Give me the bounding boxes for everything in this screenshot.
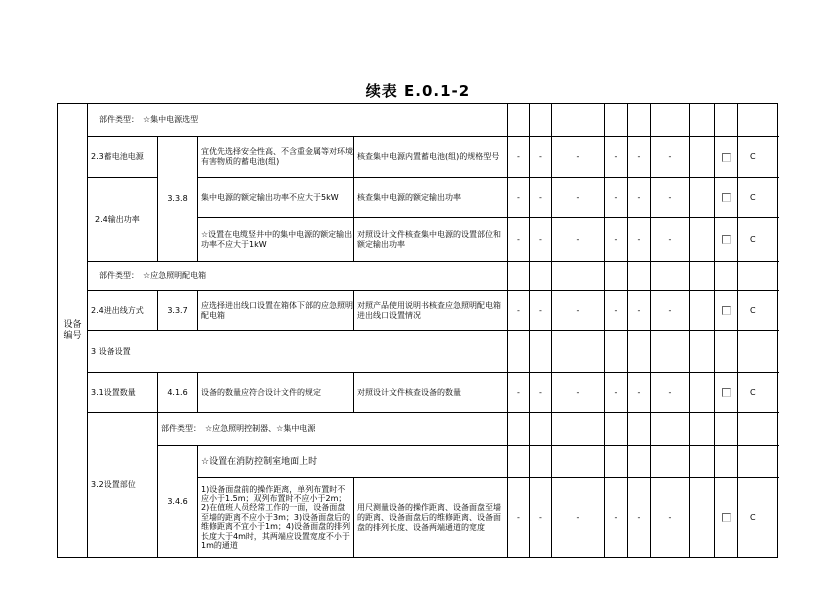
empty-cell [689, 412, 714, 445]
dash-cell: - [627, 477, 650, 557]
requirement-cell: 集中电源的额定输出功率不应大于5kW [197, 177, 353, 217]
checkbox-icon[interactable] [722, 306, 731, 315]
dash-cell: - [627, 372, 650, 412]
inspection-table [57, 103, 778, 558]
section-header: 部件类型： ☆集中电源选型 [87, 104, 507, 136]
empty-cell [507, 445, 529, 477]
dash-cell: - [551, 372, 604, 412]
empty-cell [507, 330, 529, 372]
requirement-cell: ☆设置在消防控制室地面上时 [197, 445, 507, 477]
dash-cell: - [551, 217, 604, 261]
check-method-cell: 对照设计文件核查设备的数量 [353, 372, 507, 412]
check-method-cell: 用尺测量设备的操作距离、设备面盘至墙的距离、设备面盘后的维修距离、设备面盘的排列长度、设备两端通道的宽度 [353, 477, 507, 557]
checkbox[interactable] [714, 136, 737, 177]
empty-cell [737, 412, 779, 445]
checkbox[interactable] [714, 290, 737, 330]
empty-cell [604, 104, 627, 136]
result-code: C [737, 136, 779, 177]
equipment-number-header [58, 104, 87, 557]
empty-cell [714, 445, 737, 477]
result-code: C [737, 477, 779, 557]
result-code: C [737, 372, 779, 412]
empty-cell [650, 261, 689, 290]
empty-cell [627, 412, 650, 445]
empty-cell [689, 136, 714, 177]
empty-cell [689, 261, 714, 290]
empty-cell [714, 412, 737, 445]
equipment-number-label: 设备编号 [63, 319, 82, 341]
dash-cell: - [507, 290, 529, 330]
dash-cell: - [551, 177, 604, 217]
empty-cell [714, 104, 737, 136]
empty-cell [689, 445, 714, 477]
checkbox[interactable] [714, 372, 737, 412]
empty-cell [551, 330, 604, 372]
empty-cell [551, 445, 604, 477]
requirement-cell: 应选择进出线口设置在箱体下部的应急照明配电箱 [197, 290, 353, 330]
empty-cell [689, 177, 714, 217]
requirement-cell: 宜优先选择安全性高、不含重金属等对环境有害物质的蓄电池(组) [197, 136, 353, 177]
empty-cell [604, 330, 627, 372]
empty-cell [689, 477, 714, 557]
empty-cell [551, 412, 604, 445]
dash-cell: - [507, 136, 529, 177]
empty-cell [627, 330, 650, 372]
dash-cell: - [650, 217, 689, 261]
empty-cell [737, 445, 779, 477]
empty-cell [529, 330, 551, 372]
dash-cell: - [627, 217, 650, 261]
result-code: C [737, 177, 779, 217]
empty-cell [529, 412, 551, 445]
empty-cell [689, 217, 714, 261]
item-cell: 2.3蓄电池电源 [87, 136, 157, 177]
checkbox[interactable] [714, 177, 737, 217]
item-cell: 2.4输出功率 [87, 177, 157, 261]
dash-cell: - [627, 177, 650, 217]
checkbox[interactable] [714, 477, 737, 557]
empty-cell [737, 104, 779, 136]
clause-cell: 4.1.6 [157, 372, 197, 412]
dash-cell: - [529, 217, 551, 261]
requirement-cell: 设备的数量应符合设计文件的规定 [197, 372, 353, 412]
empty-cell [627, 261, 650, 290]
dash-cell: - [529, 177, 551, 217]
empty-cell [737, 330, 779, 372]
checkbox-icon[interactable] [722, 235, 731, 244]
dash-cell: - [604, 217, 627, 261]
section-header: 3 设备设置 [87, 330, 507, 372]
dash-cell: - [551, 136, 604, 177]
check-method-cell: 对照产品使用说明书核查应急照明配电箱进出线口设置情况 [353, 290, 507, 330]
empty-cell [604, 261, 627, 290]
dash-cell: - [650, 477, 689, 557]
section-header: 部件类型： ☆应急照明控制器、☆集中电源 [157, 412, 507, 445]
dash-cell: - [627, 290, 650, 330]
dash-cell: - [604, 290, 627, 330]
empty-cell [689, 372, 714, 412]
clause-cell: 3.4.6 [157, 445, 197, 557]
empty-cell [529, 104, 551, 136]
dash-cell: - [529, 136, 551, 177]
dash-cell: - [604, 477, 627, 557]
checkbox-icon[interactable] [722, 153, 731, 162]
dash-cell: - [650, 177, 689, 217]
item-cell: 2.4进出线方式 [87, 290, 157, 330]
checkbox-icon[interactable] [722, 193, 731, 202]
dash-cell: - [529, 290, 551, 330]
dash-cell: - [507, 217, 529, 261]
empty-cell [604, 412, 627, 445]
checkbox-icon[interactable] [722, 388, 731, 397]
section-header: 部件类型： ☆应急照明配电箱 [87, 261, 507, 290]
dash-cell: - [507, 477, 529, 557]
empty-cell [689, 330, 714, 372]
check-method-cell: 对照设计文件核查集中电源的设置部位和额定输出功率 [353, 217, 507, 261]
empty-cell [604, 445, 627, 477]
empty-cell [507, 412, 529, 445]
check-method-cell: 核查集中电源内置蓄电池(组)的规格型号 [353, 136, 507, 177]
dash-cell: - [551, 290, 604, 330]
empty-cell [714, 330, 737, 372]
result-code: C [737, 290, 779, 330]
item-cell: 3.1设置数量 [87, 372, 157, 412]
empty-cell [529, 445, 551, 477]
empty-cell [650, 412, 689, 445]
dash-cell: - [529, 477, 551, 557]
dash-cell: - [650, 290, 689, 330]
empty-cell [714, 261, 737, 290]
empty-cell [529, 261, 551, 290]
empty-cell [689, 290, 714, 330]
empty-cell [650, 445, 689, 477]
dash-cell: - [604, 372, 627, 412]
dash-cell: - [604, 177, 627, 217]
empty-cell [627, 445, 650, 477]
empty-cell [551, 104, 604, 136]
table-title: 续表 E.0.1-2 [365, 82, 471, 100]
empty-cell [627, 104, 650, 136]
dash-cell: - [650, 136, 689, 177]
result-code: C [737, 217, 779, 261]
checkbox-icon[interactable] [722, 513, 731, 522]
dash-cell: - [507, 177, 529, 217]
dash-cell: - [604, 136, 627, 177]
empty-cell [650, 330, 689, 372]
dash-cell: - [551, 477, 604, 557]
checkbox[interactable] [714, 217, 737, 261]
clause-cell: 3.3.8 [157, 136, 197, 261]
dash-cell: - [650, 372, 689, 412]
check-method-cell: 核查集中电源的额定输出功率 [353, 177, 507, 217]
empty-cell [507, 261, 529, 290]
empty-cell [689, 104, 714, 136]
empty-cell [551, 261, 604, 290]
empty-cell [650, 104, 689, 136]
dash-cell: - [529, 372, 551, 412]
requirement-cell: ☆设置在电缆竖井中的集中电源的额定输出功率不应大于1kW [197, 217, 353, 261]
item-cell: 3.2设置部位 [87, 412, 157, 557]
requirement-cell: 1)设备面盘前的操作距离，单列布置时不应小于1.5m；双列布置时不应小于2m；2)在值班人员经常工作的一面，设备面盘至墙的距离不应小于3m；3)设备面盘后的维修距离不宜小于1m；4)设备面盘的排列长度大于4m时，其两端应设置宽度不小于1m的通道 [197, 477, 353, 557]
empty-cell [737, 261, 779, 290]
dash-cell: - [507, 372, 529, 412]
empty-cell [507, 104, 529, 136]
clause-cell: 3.3.7 [157, 290, 197, 330]
dash-cell: - [627, 136, 650, 177]
